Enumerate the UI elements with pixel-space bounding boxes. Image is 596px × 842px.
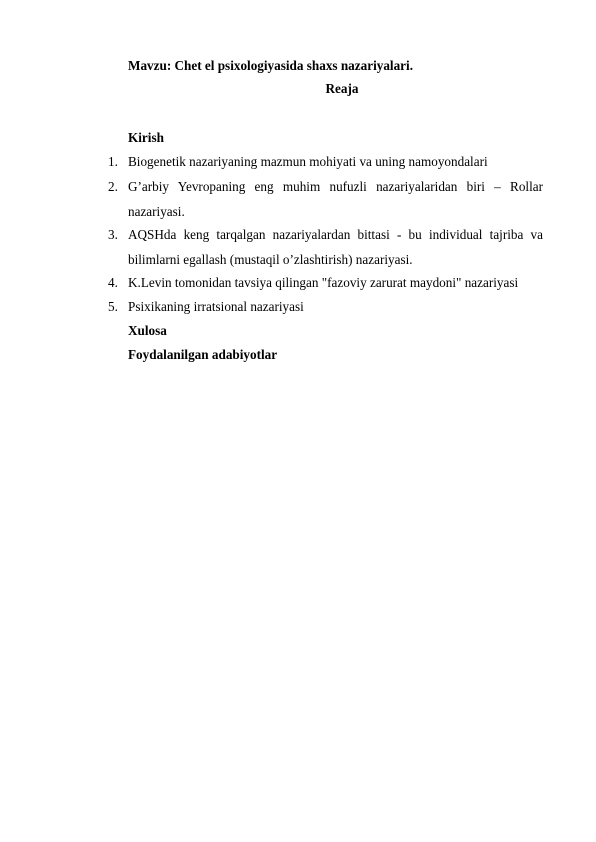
section-references: Foydalanilgan adabiyotlar <box>128 347 278 362</box>
list-item-number: 1. <box>108 154 118 169</box>
list-item: AQSHda keng tarqalgan nazariyalardan bittasi - bu individual tajriba va bilimlarni egallash (mustaqil o’zlashtirish) nazariyasi. <box>128 227 543 267</box>
list-item-number: 3. <box>108 227 118 242</box>
section-conclusion: Xulosa <box>128 323 167 338</box>
list-item: Biogenetik nazariyaning mazmun mohiyati va uning namoyondalari <box>128 154 488 169</box>
list-item-number: 5. <box>108 299 118 314</box>
document-title: Mavzu: Chet el psixologiyasida shaxs nazariyalari. <box>128 58 413 73</box>
list-item-number: 2. <box>108 179 118 194</box>
list-item: Psixikaning irratsional nazariyasi <box>128 299 304 314</box>
list-item-number: 4. <box>108 275 118 290</box>
plan-heading: Reaja <box>325 81 359 96</box>
section-intro: Kirish <box>128 130 164 145</box>
list-item: G’arbiy Yevropaning eng muhim nufuzli nazariyalaridan biri – Rollar nazariyasi. <box>128 179 543 219</box>
list-item: K.Levin tomonidan tavsiya qilingan "fazoviy zarurat maydoni" nazariyasi <box>128 275 519 290</box>
